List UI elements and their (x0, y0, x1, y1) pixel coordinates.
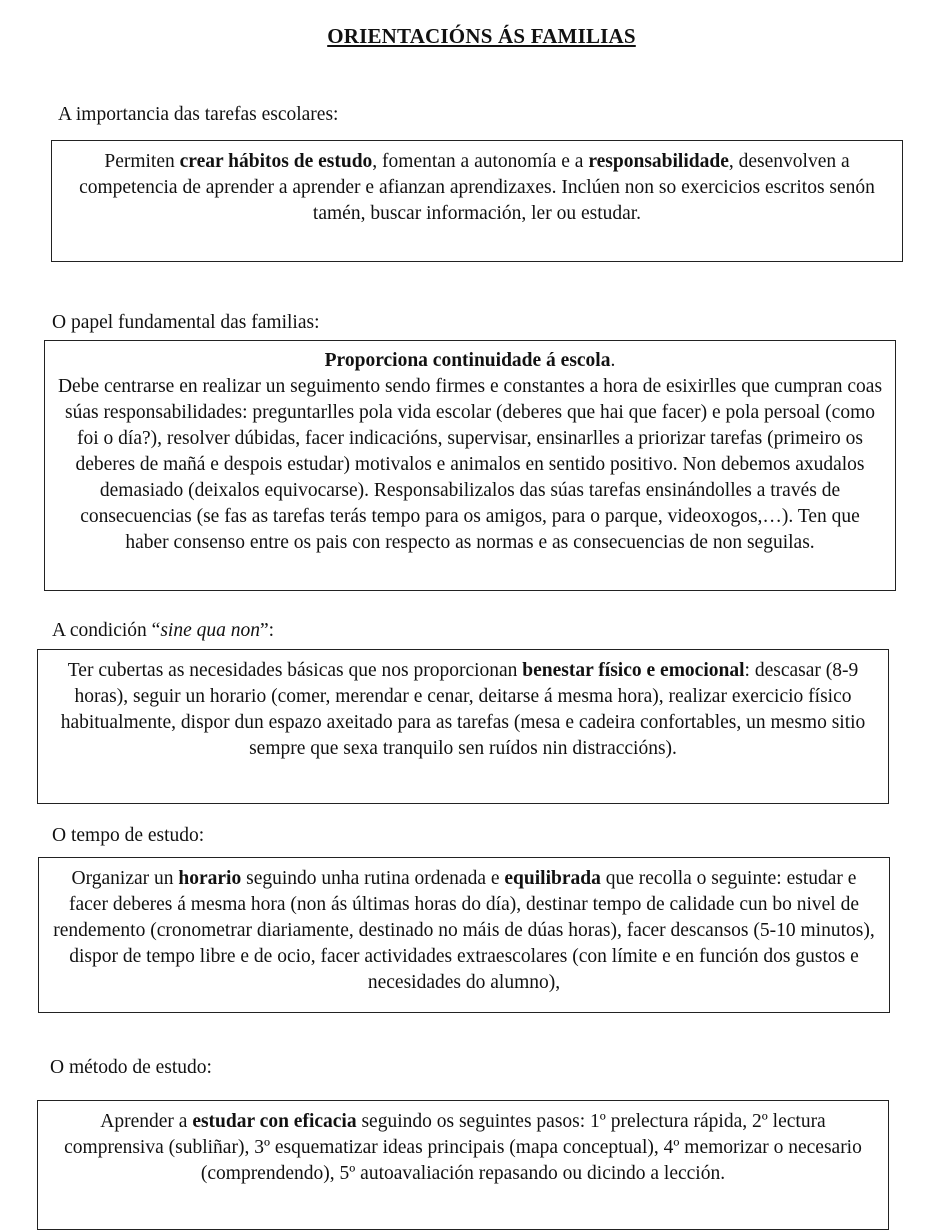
box-metodo-estudo (37, 1100, 889, 1230)
paragraph (53, 866, 875, 996)
bold-text: responsabilidade (588, 151, 729, 172)
bold-text: benestar físico e emocional (522, 660, 745, 681)
paragraph (52, 1109, 874, 1187)
text-run: ”: (259, 620, 275, 641)
bold-text: horario (178, 868, 242, 889)
box-papel-familias (44, 340, 896, 591)
text-run: Permiten (104, 151, 180, 172)
page-title: ORIENTACIÓNS ÁS FAMILIAS (327, 24, 636, 48)
bold-text: estudar con eficacia (192, 1111, 357, 1132)
heading-sine-qua-non (52, 619, 274, 643)
text-run: seguindo unha rutina ordenada e (241, 868, 505, 889)
text-run: : descasar (8-9 horas), seguir un horario (comer, merendar e cenar, deitarse á mesma hora), realizar exercicio físico habitualmente, dispor dun espazo axeitado para as tarefas (mesa e cadeira confortables, un mesmo sitio sempre que sexa tranquilo sen ruídos nin distraccións). (60, 660, 866, 759)
box-sine-qua-non (37, 649, 889, 804)
heading-tarefas-escolares: A importancia das tarefas escolares: (58, 104, 339, 125)
text-run: seguindo os seguintes pasos: 1º prelectura rápida, 2º lectura comprensiva (subliñar), 3º esquematizar ideas principais (mapa conceptual), 4º memorizar o necesario (comprendendo), 5º autoavaliación repasando ou dicindo a lección. (64, 1111, 862, 1184)
text-run: Debe centrarse en realizar un seguimento sendo firmes e constantes a hora de esixirlles que cumpran coas súas responsabilidades: preguntarlles pola vida escolar (deberes que hai que facer) e pola persoal (como foi o día?), resolver dúbidas, facer indicacións, supervisar, ensinarlles a priorizar tarefas (primeiro os deberes de mañá e despois estudar) motivalos e animalos en sentido positivo. Non debemos axudalos demasiado (deixalos equivocarse). Responsabilizalos das súas tarefas ensinándolles a través de consecuencias (se fas as tarefas terás tempo para os amigos, para o parque, videoxogos,…). Ten que haber consenso entre os pais con respecto as normas e as consecuencias de non seguilas. (57, 376, 883, 553)
heading-papel-familias: O papel fundamental das familias: (52, 312, 320, 333)
text-run: Ter cubertas as necesidades básicas que nos proporcionan (67, 660, 523, 681)
paragraph (66, 149, 888, 227)
text-run: que recolla o seguinte: estudar e facer deberes á mesma hora (non ás últimas horas do día), destinar tempo de calidade cun bo nivel de rendemento (cronometrar diariamente, destinado no máis de dúas horas), facer descansos (5-10 minutos), dispor de tempo libre e de ocio, facer actividades extraescolares (con límite e en función dos gustos e necesidades do alumno), (53, 868, 875, 993)
italic-text: sine qua non (160, 620, 260, 641)
text-run: Aprender a (100, 1111, 193, 1132)
paragraph (52, 658, 874, 762)
bold-text: equilibrada (504, 868, 601, 889)
heading-tempo-estudo: O tempo de estudo: (52, 825, 205, 846)
text-run: , desenvolven a competencia de aprender a aprender e afianzan aprendizaxes. Inclúen non so exercicios escritos senón tamén, buscar información, ler ou estudar. (79, 151, 875, 224)
heading-metodo-estudo: O método de estudo: (50, 1057, 212, 1078)
text-run: . (610, 350, 616, 371)
text-run: , fomentan a autonomía e a (372, 151, 589, 172)
paragraph (57, 348, 883, 374)
box-tempo-estudo (38, 857, 890, 1013)
text-run: Organizar un (71, 868, 179, 889)
text-run: A condición “ (52, 620, 161, 641)
bold-text: crear hábitos de estudo (179, 151, 373, 172)
box-tarefas-escolares (51, 140, 903, 262)
paragraph (57, 374, 883, 556)
bold-text: Proporciona continuidade á escola (324, 350, 611, 371)
